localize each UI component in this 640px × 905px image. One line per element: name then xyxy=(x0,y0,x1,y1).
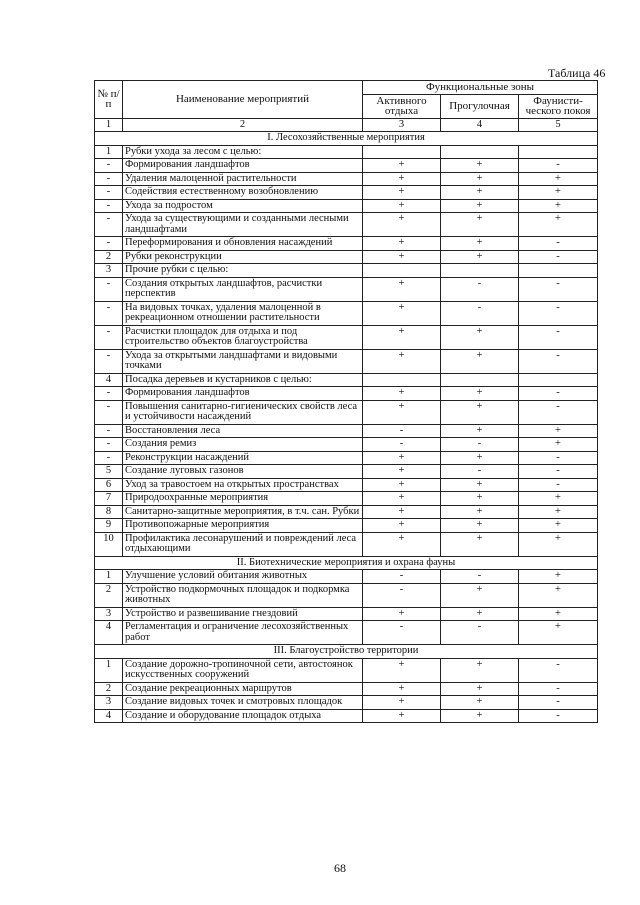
table-row xyxy=(95,264,598,278)
row-number: 2 xyxy=(95,682,123,696)
row-number: - xyxy=(95,213,123,237)
mark-walking: + xyxy=(441,583,519,607)
mark-fauna: + xyxy=(519,583,598,607)
mark-walking: + xyxy=(441,387,519,401)
row-number: 6 xyxy=(95,478,123,492)
mark-fauna: + xyxy=(519,492,598,506)
row-name: Расчистки площадок для отдыха и под строительство объектов благоустройства xyxy=(123,325,363,349)
table-row xyxy=(95,301,598,325)
mark-fauna: - xyxy=(519,277,598,301)
row-name: Ухода за подростом xyxy=(123,199,363,213)
table-row xyxy=(95,199,598,213)
header-index: 2 xyxy=(123,118,363,132)
mark-walking: - xyxy=(441,277,519,301)
mark-walking: + xyxy=(441,325,519,349)
row-name: Содействия естественному возобновлению xyxy=(123,186,363,200)
mark-fauna: - xyxy=(519,250,598,264)
mark-walking: + xyxy=(441,250,519,264)
mark-fauna: - xyxy=(519,301,598,325)
mark-active: - xyxy=(363,621,441,645)
mark-fauna: + xyxy=(519,213,598,237)
row-name: Создание видовых точек и смотровых площадок xyxy=(123,696,363,710)
row-number: - xyxy=(95,325,123,349)
row-number: - xyxy=(95,387,123,401)
mark-active: + xyxy=(363,387,441,401)
mark-fauna xyxy=(519,264,598,278)
row-name: Уход за травостоем на открытых пространствах xyxy=(123,478,363,492)
mark-fauna: + xyxy=(519,438,598,452)
mark-fauna: - xyxy=(519,387,598,401)
row-number: 4 xyxy=(95,709,123,723)
row-name: Ухода за существующими и созданными лесными ландшафтами xyxy=(123,213,363,237)
mark-walking: + xyxy=(441,505,519,519)
row-number: 4 xyxy=(95,373,123,387)
row-number: - xyxy=(95,301,123,325)
row-name: Восстановления леса xyxy=(123,424,363,438)
mark-active: + xyxy=(363,607,441,621)
measures-table xyxy=(94,80,598,723)
mark-walking: + xyxy=(441,213,519,237)
table-body xyxy=(95,132,598,723)
header-index: 3 xyxy=(363,118,441,132)
mark-fauna: - xyxy=(519,237,598,251)
mark-fauna: - xyxy=(519,696,598,710)
row-number: 7 xyxy=(95,492,123,506)
mark-fauna: + xyxy=(519,621,598,645)
row-name: Повышения санитарно-гигиенических свойств леса и устойчивости насаждений xyxy=(123,400,363,424)
mark-active: + xyxy=(363,349,441,373)
row-number: 2 xyxy=(95,583,123,607)
mark-walking: - xyxy=(441,301,519,325)
row-name: Противопожарные мероприятия xyxy=(123,519,363,533)
row-number: 3 xyxy=(95,264,123,278)
mark-active: + xyxy=(363,492,441,506)
mark-fauna: + xyxy=(519,172,598,186)
mark-active: + xyxy=(363,532,441,556)
section-row xyxy=(95,132,598,146)
header-index: 1 xyxy=(95,118,123,132)
header-zone-fauna: Фаунисти-ческого покоя xyxy=(519,94,598,118)
table-row xyxy=(95,465,598,479)
mark-active xyxy=(363,145,441,159)
mark-active: + xyxy=(363,400,441,424)
table-row xyxy=(95,237,598,251)
page-number: 68 xyxy=(334,861,346,875)
mark-active: - xyxy=(363,438,441,452)
mark-walking xyxy=(441,145,519,159)
row-number: 3 xyxy=(95,696,123,710)
row-number: 5 xyxy=(95,465,123,479)
mark-walking: + xyxy=(441,159,519,173)
table-row xyxy=(95,658,598,682)
mark-fauna xyxy=(519,145,598,159)
row-number: 1 xyxy=(95,658,123,682)
mark-fauna: - xyxy=(519,451,598,465)
mark-walking: + xyxy=(441,172,519,186)
table-row xyxy=(95,696,598,710)
mark-fauna: - xyxy=(519,159,598,173)
row-number: 8 xyxy=(95,505,123,519)
row-number: - xyxy=(95,172,123,186)
table-row xyxy=(95,400,598,424)
table-row xyxy=(95,478,598,492)
table-row xyxy=(95,159,598,173)
mark-active: + xyxy=(363,658,441,682)
row-name: На видовых точках, удаления малоценной в рекреационном отношении растительности xyxy=(123,301,363,325)
mark-active: + xyxy=(363,519,441,533)
mark-walking: + xyxy=(441,349,519,373)
mark-active: + xyxy=(363,696,441,710)
header-name: Наименование мероприятий xyxy=(123,81,363,119)
table-row xyxy=(95,583,598,607)
row-name: Создание дорожно-тропиночной сети, автостоянок искусственных сооружений xyxy=(123,658,363,682)
row-name: Природоохранные мероприятия xyxy=(123,492,363,506)
mark-active: + xyxy=(363,213,441,237)
header-index: 5 xyxy=(519,118,598,132)
row-number: - xyxy=(95,438,123,452)
mark-fauna: + xyxy=(519,570,598,584)
mark-active: + xyxy=(363,250,441,264)
row-name: Устройство подкормочных площадок и подкормка животных xyxy=(123,583,363,607)
mark-active: - xyxy=(363,424,441,438)
row-number: - xyxy=(95,451,123,465)
mark-fauna: - xyxy=(519,682,598,696)
mark-fauna: - xyxy=(519,709,598,723)
row-number: 1 xyxy=(95,570,123,584)
header-zone-walking: Прогулочная xyxy=(441,94,519,118)
table-row xyxy=(95,349,598,373)
mark-active: + xyxy=(363,682,441,696)
mark-active: + xyxy=(363,325,441,349)
row-name: Удаления малоценной растительности xyxy=(123,172,363,186)
row-name: Создание луговых газонов xyxy=(123,465,363,479)
mark-active: + xyxy=(363,505,441,519)
table-row xyxy=(95,250,598,264)
table-row xyxy=(95,505,598,519)
row-number: - xyxy=(95,400,123,424)
mark-walking: + xyxy=(441,607,519,621)
mark-fauna: + xyxy=(519,186,598,200)
mark-active: + xyxy=(363,159,441,173)
table-row xyxy=(95,438,598,452)
mark-active xyxy=(363,264,441,278)
mark-active: + xyxy=(363,172,441,186)
table-row xyxy=(95,172,598,186)
row-number: - xyxy=(95,349,123,373)
table-row xyxy=(95,145,598,159)
row-number: - xyxy=(95,237,123,251)
table-caption: Таблица 46 xyxy=(548,66,606,80)
mark-active xyxy=(363,373,441,387)
mark-walking: + xyxy=(441,492,519,506)
row-name: Переформирования и обновления насаждений xyxy=(123,237,363,251)
mark-walking: - xyxy=(441,465,519,479)
header-index: 4 xyxy=(441,118,519,132)
table-row xyxy=(95,492,598,506)
mark-walking: + xyxy=(441,532,519,556)
mark-fauna: + xyxy=(519,532,598,556)
section-row xyxy=(95,645,598,659)
mark-active: + xyxy=(363,301,441,325)
mark-walking xyxy=(441,373,519,387)
mark-walking: + xyxy=(441,519,519,533)
mark-active: + xyxy=(363,199,441,213)
row-name: Устройство и развешивание гнездовий xyxy=(123,607,363,621)
table-row xyxy=(95,621,598,645)
row-name: Профилактика лесонарушений и повреждений леса отдыхающими xyxy=(123,532,363,556)
mark-fauna: - xyxy=(519,478,598,492)
mark-active: + xyxy=(363,709,441,723)
table-row xyxy=(95,682,598,696)
header-zone-active: Активного отдыха xyxy=(363,94,441,118)
mark-active: + xyxy=(363,186,441,200)
section-title: II. Биотехнические мероприятия и охрана фауны xyxy=(95,556,598,570)
mark-active: - xyxy=(363,583,441,607)
row-name: Формирования ландшафтов xyxy=(123,387,363,401)
table-row xyxy=(95,186,598,200)
mark-walking: + xyxy=(441,682,519,696)
row-name: Посадка деревьев и кустарников с целью: xyxy=(123,373,363,387)
row-number: 9 xyxy=(95,519,123,533)
row-number: 1 xyxy=(95,145,123,159)
row-number: - xyxy=(95,159,123,173)
row-name: Создания открытых ландшафтов, расчистки перспектив xyxy=(123,277,363,301)
row-number: 3 xyxy=(95,607,123,621)
row-name: Создания ремиз xyxy=(123,438,363,452)
mark-active: + xyxy=(363,465,441,479)
table-row xyxy=(95,424,598,438)
table-row xyxy=(95,519,598,533)
row-name: Рубки реконструкции xyxy=(123,250,363,264)
row-number: - xyxy=(95,186,123,200)
table-row xyxy=(95,451,598,465)
mark-walking: - xyxy=(441,570,519,584)
mark-fauna: - xyxy=(519,465,598,479)
table-row xyxy=(95,570,598,584)
mark-fauna: + xyxy=(519,607,598,621)
section-title: III. Благоустройство территории xyxy=(95,645,598,659)
row-number: 4 xyxy=(95,621,123,645)
table-row xyxy=(95,709,598,723)
mark-walking: + xyxy=(441,658,519,682)
mark-fauna: - xyxy=(519,349,598,373)
mark-walking: + xyxy=(441,709,519,723)
row-name: Улучшение условий обитания животных xyxy=(123,570,363,584)
mark-active: + xyxy=(363,237,441,251)
section-title: I. Лесохозяйственные мероприятия xyxy=(95,132,598,146)
mark-fauna xyxy=(519,373,598,387)
mark-walking: - xyxy=(441,438,519,452)
mark-fauna: + xyxy=(519,505,598,519)
row-name: Создание и оборудование площадок отдыха xyxy=(123,709,363,723)
mark-active: + xyxy=(363,478,441,492)
mark-walking: + xyxy=(441,424,519,438)
mark-fauna: + xyxy=(519,199,598,213)
mark-walking: + xyxy=(441,400,519,424)
section-row xyxy=(95,556,598,570)
row-number: - xyxy=(95,199,123,213)
row-name: Санитарно-защитные мероприятия, в т.ч. сан. Рубки xyxy=(123,505,363,519)
row-name: Регламентация и ограничение лесохозяйственных работ xyxy=(123,621,363,645)
row-name: Рубки ухода за лесом с целью: xyxy=(123,145,363,159)
row-number: 2 xyxy=(95,250,123,264)
table-row xyxy=(95,532,598,556)
row-number: - xyxy=(95,277,123,301)
row-name: Формирования ландшафтов xyxy=(123,159,363,173)
mark-walking xyxy=(441,264,519,278)
header-number: № п/п xyxy=(95,81,123,119)
row-number: 10 xyxy=(95,532,123,556)
row-name: Ухода за открытыми ландшафтами и видовыми точками xyxy=(123,349,363,373)
mark-walking: + xyxy=(441,478,519,492)
row-name: Реконструкции насаждений xyxy=(123,451,363,465)
mark-active: + xyxy=(363,277,441,301)
mark-active: - xyxy=(363,570,441,584)
mark-fauna: - xyxy=(519,325,598,349)
table-row xyxy=(95,277,598,301)
row-name: Создание рекреационных маршрутов xyxy=(123,682,363,696)
table-row xyxy=(95,213,598,237)
mark-walking: + xyxy=(441,186,519,200)
table-row xyxy=(95,387,598,401)
mark-walking: + xyxy=(441,451,519,465)
mark-fauna: + xyxy=(519,424,598,438)
mark-fauna: - xyxy=(519,658,598,682)
row-name: Прочие рубки с целью: xyxy=(123,264,363,278)
mark-fauna: - xyxy=(519,400,598,424)
table-row xyxy=(95,607,598,621)
mark-walking: + xyxy=(441,237,519,251)
mark-walking: - xyxy=(441,621,519,645)
table-row xyxy=(95,325,598,349)
mark-fauna: + xyxy=(519,519,598,533)
mark-walking: + xyxy=(441,696,519,710)
mark-walking: + xyxy=(441,199,519,213)
header-zones: Функциональные зоны xyxy=(363,81,598,95)
table-row xyxy=(95,373,598,387)
row-number: - xyxy=(95,424,123,438)
mark-active: + xyxy=(363,451,441,465)
